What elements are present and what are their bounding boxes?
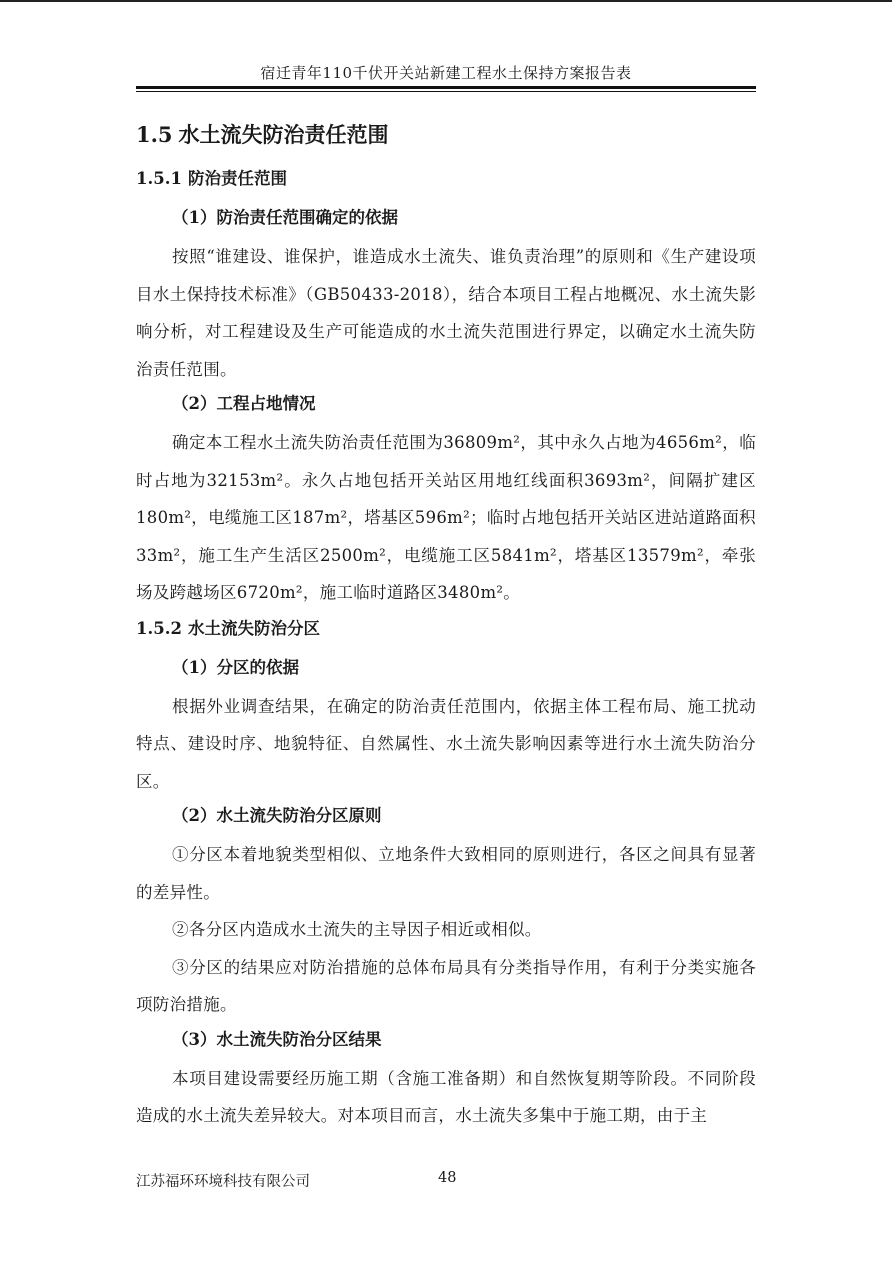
item-heading: （1）防治责任范围确定的依据 [172,208,398,227]
subsection-heading-2 [136,614,756,644]
principle-item: ③分区的结果应对防治措施的总体布局具有分类指导作用，有利于分类实施各项防治措施。 [136,957,756,1014]
paragraph: 确定本工程水土流失防治责任范围为36809m²，其中永久占地为4656m²，临时占地为32153m²。永久占地包括开关站区用地红线面积3693m²，间隔扩建区180m²，电缆施工区187m²，塔基区596m²；临时占地包括开关站区进站道路面积33m²，施工生产生活区2500m²，电缆施工区5841m²，塔基区13579m²，牵张场及跨越场区6720m²，施工临时道路区3480m²。 [136,433,756,602]
paragraph: 本项目建设需要经历施工期（含施工准备期）和自然恢复期等阶段。不同阶段造成的水土流失差异较大。对本项目而言，水土流失多集中于施工期，由于主 [136,1068,756,1125]
principle-item: ①分区本着地貌类型相似、立地条件大致相同的原则进行，各区之间具有显著的差异性。 [136,845,756,902]
section-title: 水土流失防治责任范围 [178,122,389,147]
section-number: 1.5 [136,122,173,147]
page-top-border [0,0,892,2]
header-rule-thick [136,86,756,89]
header-rule-thin [136,91,756,92]
page-number: 48 [438,1170,457,1186]
item-heading: （3）水土流失防治分区结果 [172,1029,382,1049]
item-heading: （1）分区的依据 [172,657,299,677]
subsection-title: 防治责任范围 [187,169,287,188]
principle-item: ②各分区内造成水土流失的主导因子相近或相似。 [172,920,542,939]
paragraph: 根据外业调查结果，在确定的防治责任范围内，依据主体工程布局、施工扰动特点、建设时序、地貌特征、自然属性、水土流失影响因素等进行水土流失防治分区。 [136,696,756,791]
paragraph: 按照“谁建设、谁保护，谁造成水土流失、谁负责治理”的原则和《生产建设项目水土保持技术标准》（GB50433-2018），结合本项目工程占地概况、水土流失影响分析，对工程建设及生产可能造成的水土流失范围进行界定，以确定水土流失防治责任范围。 [136,247,756,379]
subsection-number: 1.5.2 [136,618,182,638]
document-body [136,116,756,1135]
subsection-title: 水土流失防治分区 [187,618,320,638]
item-heading: （2）工程占地情况 [172,394,316,413]
footer-company: 江苏福环环境科技有限公司 [136,1174,310,1190]
subsection-heading-1 [136,164,756,194]
subsection-number: 1.5.1 [136,169,182,188]
running-header: 宿迁青年110千伏开关站新建工程水土保持方案报告表 [260,64,632,82]
section-heading [136,120,756,150]
item-heading: （2）水土流失防治分区原则 [172,806,382,825]
